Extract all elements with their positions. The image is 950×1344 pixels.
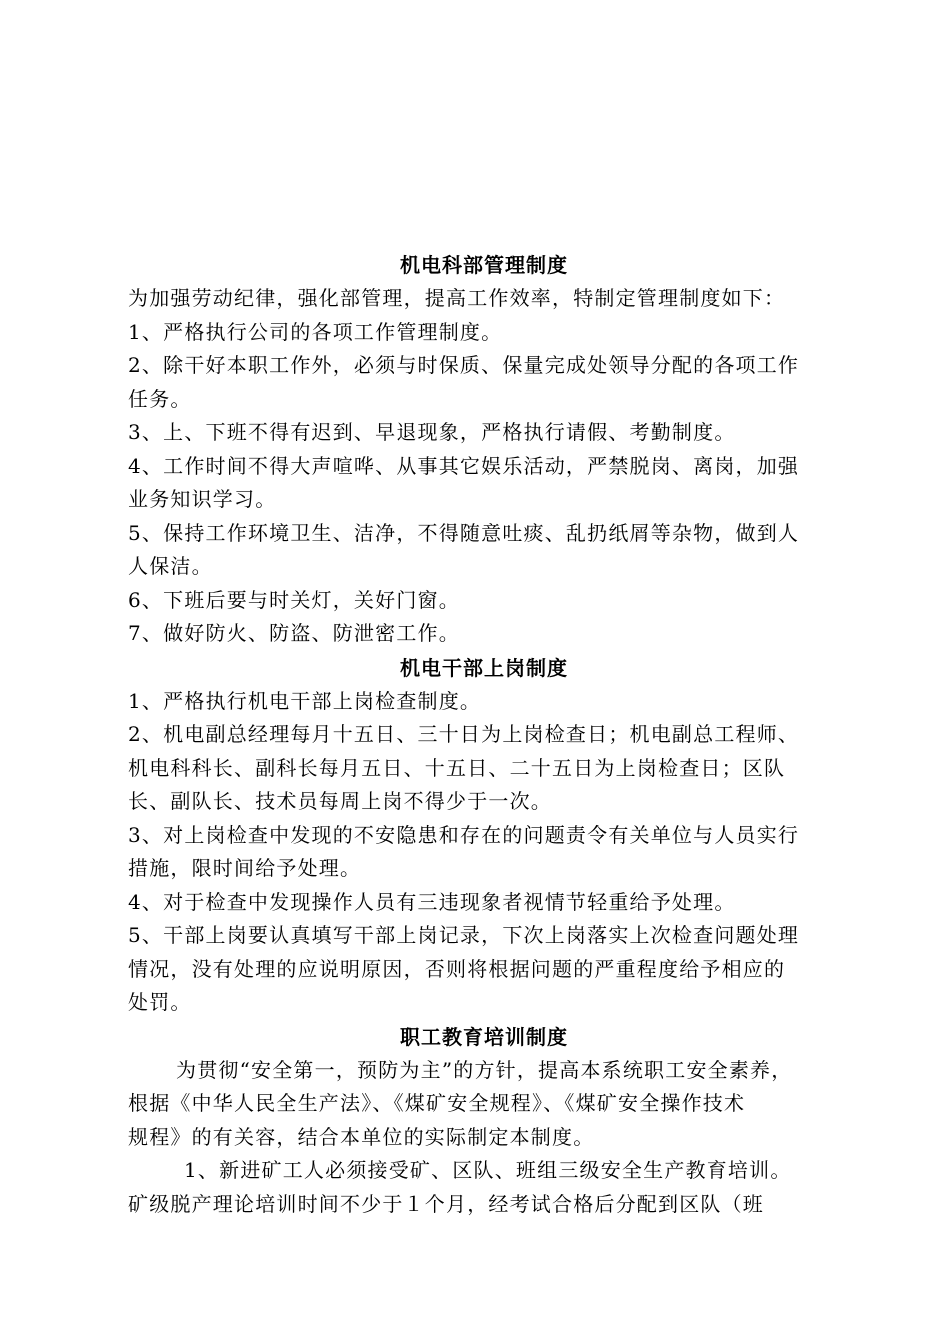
paragraph-line: 措施，限时间给予处理。 [128,856,362,880]
paragraph-line: 机电科科长、副科长每月五日、十五日、二十五日为上岗检查日；区队 [128,755,786,780]
section-title-cadre-duty: 机电干部上岗制度 [400,655,568,680]
paragraph-line: 7、做好防火、防盗、防泄密工作。 [128,621,460,645]
paragraph-line: 5、干部上岗要认真填写干部上岗记录，下次上岗落实上次检查问题处理 [128,923,800,947]
paragraph-line: 任务。 [128,386,192,411]
paragraph-line: 3、对上岗检查中发现的不安隐患和存在的问题责令有关单位与人员实行 [128,822,800,847]
paragraph-line: 2、机电副总经理每月十五日、三十日为上岗检查日；机电副总工程师、 [128,722,800,746]
document-page [128,248,840,1221]
paragraph-line: 业务知识学习。 [128,487,277,511]
paragraph-line: 3、上、下班不得有迟到、早退现象，严格执行请假、考勤制度。 [128,420,736,444]
paragraph-line: 4、工作时间不得大声喧哗、从事其它娱乐活动，严禁脱岗、离岗，加强 [128,453,800,478]
paragraph-line: 长、副队长、技术员每周上岗不得少于一次。 [128,789,552,813]
paragraph-line: 规程》的有关容，结合本单位的实际制定本制度。 [128,1124,595,1149]
paragraph-line: 4、对于检查中发现操作人员有三违现象者视情节轻重给予处理。 [128,889,736,914]
paragraph-line: 为加强劳动纪律，强化部管理，提高工作效率，特制定管理制度如下： [128,286,786,310]
paragraph-line: 1、严格执行公司的各项工作管理制度。 [128,319,503,344]
paragraph-line: 1、新进矿工人必须接受矿、区队、班组三级安全生产教育培训。 [184,1158,792,1182]
paragraph-line: 为贯彻“安全第一，预防为主”的方针，提高本系统职工安全素养， [176,1057,793,1082]
paragraph-line: 处罚。 [128,990,192,1014]
paragraph-line: 人保洁。 [128,554,213,578]
paragraph-line: 2、除干好本职工作外，必须与时保质、保量完成处领导分配的各项工作 [128,353,800,377]
paragraph-line: 情况，没有处理的应说明原因，否则将根据问题的严重程度给予相应的 [128,956,786,981]
paragraph-line: 矿级脱产理论培训时间不少于１个月，经考试合格后分配到区队（班 [128,1191,764,1216]
section-title-mechanical-dept: 机电科部管理制度 [400,253,568,277]
paragraph-line: 6、下班后要与时关灯，关好门窗。 [128,587,460,612]
paragraph-line: 根据《中华人民全生产法》、《煤矿安全规程》、《煤矿安全操作技术 [128,1091,746,1115]
paragraph-line: 5、保持工作环境卫生、洁净，不得随意吐痰、乱扔纸屑等杂物，做到人 [128,520,800,545]
section-title-staff-training: 职工教育培训制度 [400,1024,568,1049]
paragraph-line: 1、严格执行机电干部上岗检查制度。 [128,688,482,713]
